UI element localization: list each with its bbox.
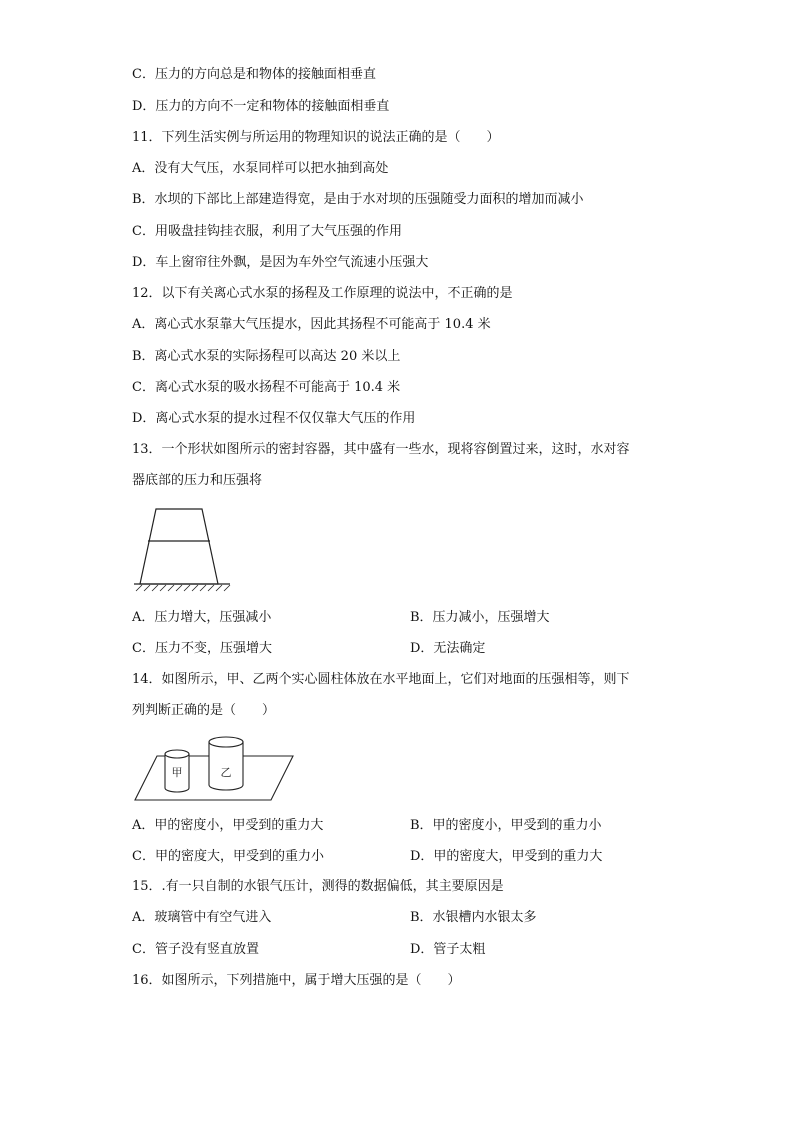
q12-option-c: C．离心式水泵的吸水扬程不可能高于 10.4 米 <box>132 380 401 395</box>
q15-option-c: C．管子没有竖直放置 <box>132 942 259 957</box>
q14-option-c: C．甲的密度大，甲受到的重力小 <box>132 849 324 864</box>
cylinder-yi <box>209 737 243 790</box>
ground-hatching <box>136 585 230 591</box>
q11-option-b: B．水坝的下部比上部建造得宽，是由于水对坝的压强随受力面积的增加而减小 <box>132 192 584 207</box>
q15-stem: 15．.有一只自制的水银气压计，测得的数据偏低，其主要原因是 <box>132 879 504 894</box>
q12-option-a: A．离心式水泵靠大气压提水，因此其扬程不可能高于 10.4 米 <box>132 317 491 332</box>
q16-stem: 16．如图所示，下列措施中，属于增大压强的是（ ） <box>132 973 461 988</box>
q13-stem-line1: 13．一个形状如图所示的密封容器，其中盛有一些水，现将容倒置过来，这时，水对容 <box>132 442 630 457</box>
q13-stem-line2: 器底部的压力和压强将 <box>132 473 263 488</box>
q11-option-a: A．没有大气压，水泵同样可以把水抽到高处 <box>132 161 389 176</box>
q13-option-c: C．压力不变，压强增大 <box>132 641 272 656</box>
q14-stem-line1: 14．如图所示，甲、乙两个实心圆柱体放在水平地面上，它们对地面的压强相等，则下 <box>132 672 630 687</box>
q14-option-d: D．甲的密度大，甲受到的重力大 <box>410 849 603 864</box>
q10-option-c: C．压力的方向总是和物体的接触面相垂直 <box>132 67 376 82</box>
q11-option-c: C．用吸盘挂钩挂衣服，利用了大气压强的作用 <box>132 224 402 239</box>
q13-option-a: A．压力增大，压强减小 <box>132 610 272 625</box>
q14-option-a: A．甲的密度小，甲受到的重力大 <box>132 818 324 833</box>
q13-option-b: B．压力减小，压强增大 <box>410 610 550 625</box>
q15-option-d: D．管子太粗 <box>410 942 486 957</box>
q12-option-b: B．离心式水泵的实际扬程可以高达 20 米以上 <box>132 349 401 364</box>
q12-stem: 12．以下有关离心式水泵的扬程及工作原理的说法中，不正确的是 <box>132 286 513 301</box>
q11-option-d: D．车上窗帘往外飘，是因为车外空气流速小压强大 <box>132 255 429 270</box>
q10-option-d: D．压力的方向不一定和物体的接触面相垂直 <box>132 99 390 114</box>
sealed-container <box>140 509 218 584</box>
label-yi: 乙 <box>220 766 232 779</box>
q14-option-b: B．甲的密度小，甲受到的重力小 <box>410 818 602 833</box>
label-jia: 甲 <box>171 766 183 779</box>
q13-container-figure <box>130 505 240 595</box>
q12-option-d: D．离心式水泵的提水过程不仅仅靠大气压的作用 <box>132 411 416 426</box>
q14-stem-line2: 列判断正确的是（ ） <box>132 703 276 718</box>
q11-stem: 11．下列生活实例与所运用的物理知识的说法正确的是（ ） <box>132 130 500 145</box>
q15-option-b: B．水银槽内水银太多 <box>410 910 537 925</box>
q15-option-a: A．玻璃管中有空气进入 <box>132 910 272 925</box>
q14-cylinders-figure <box>135 730 295 805</box>
q13-option-d: D．无法确定 <box>410 641 486 656</box>
